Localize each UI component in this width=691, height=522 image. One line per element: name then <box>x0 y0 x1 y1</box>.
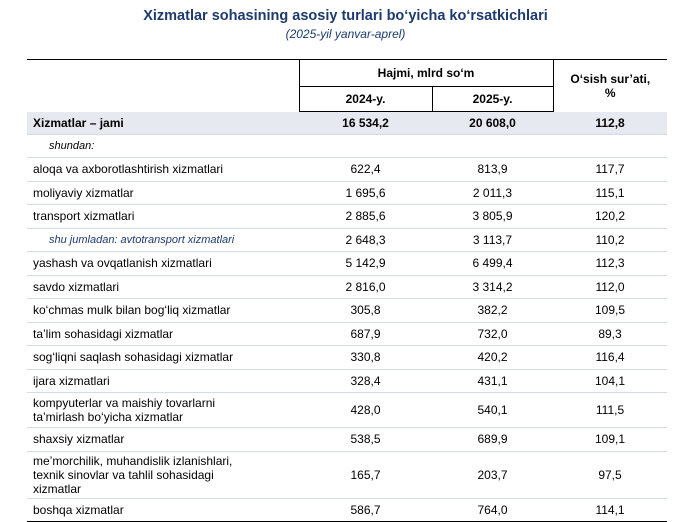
value-2024: 622,4 <box>299 158 432 182</box>
row-label: savdo xizmatlari <box>27 275 299 299</box>
growth-value: 112,3 <box>553 252 667 276</box>
value-2025: 382,2 <box>432 299 553 323</box>
row-label: moliyaviy xizmatlar <box>27 181 299 205</box>
table-row-subitem <box>27 228 667 252</box>
growth-value: 109,1 <box>553 428 667 452</box>
table-row <box>27 181 667 205</box>
value-2024: 1 695,6 <box>299 181 432 205</box>
shundan-label: shundan: <box>27 135 667 158</box>
page-subtitle: (2025-yil yanvar-aprel) <box>285 27 406 41</box>
value-2024: 330,8 <box>299 346 432 370</box>
value-2025: 540,1 <box>432 393 553 428</box>
row-label: ijara xizmatlari <box>27 369 299 393</box>
table-row <box>27 498 667 522</box>
row-label: shu jumladan: avtotransport xizmatlari <box>27 228 299 252</box>
growth-value: 89,3 <box>553 322 667 346</box>
value-2025: 3 314,2 <box>432 275 553 299</box>
table-row-total <box>27 112 667 135</box>
table-row <box>27 393 667 428</box>
header-growth <box>553 60 667 112</box>
value-2025: 3 113,7 <box>432 228 553 252</box>
row-label-line1: me’morchilik, muhandislik izlanishlari, <box>33 453 233 468</box>
value-2024: 687,9 <box>299 322 432 346</box>
services-table <box>27 59 667 522</box>
value-2025: 764,0 <box>432 498 553 522</box>
row-label: sog‘liqni saqlash sohasidagi xizmatlar <box>27 346 299 370</box>
value-2025: 6 499,4 <box>432 252 553 276</box>
row-label-line2: ta’mirlash bo‘yicha xizmatlar <box>33 410 184 424</box>
growth-value: 116,4 <box>553 346 667 370</box>
value-2024: 16 534,2 <box>299 112 432 135</box>
table-row <box>27 275 667 299</box>
value-2024: 428,0 <box>299 393 432 428</box>
value-2025: 813,9 <box>432 158 553 182</box>
table-row <box>27 252 667 276</box>
row-label-line3: xizmatlar <box>33 481 82 496</box>
value-2024: 2 648,3 <box>299 228 432 252</box>
row-label: transport xizmatlari <box>27 205 299 229</box>
table-row <box>27 428 667 452</box>
header-growth-line2: % <box>604 85 616 100</box>
value-2025: 2 011,3 <box>432 181 553 205</box>
header-year-2025: 2025-y. <box>432 87 553 112</box>
growth-value: 114,1 <box>553 498 667 522</box>
page-title: Xizmatlar sohasining asosiy turlari bo‘yicha ko‘rsatkichlari <box>143 8 548 24</box>
row-label-line1: kompyuterlar va maishiy tovarlarni <box>33 396 216 410</box>
header-growth-line1: O‘sish sur’ati, <box>570 71 651 86</box>
value-2025: 420,2 <box>432 346 553 370</box>
growth-value: 120,2 <box>553 205 667 229</box>
value-2024: 586,7 <box>299 498 432 522</box>
growth-value: 117,7 <box>553 158 667 182</box>
growth-value: 112,8 <box>553 112 667 135</box>
table-row <box>27 205 667 229</box>
header-year-2024: 2024-y. <box>299 87 432 112</box>
value-2025: 431,1 <box>432 369 553 393</box>
value-2024: 305,8 <box>299 299 432 323</box>
header-empty <box>27 60 299 112</box>
value-2024: 538,5 <box>299 428 432 452</box>
value-2025: 732,0 <box>432 322 553 346</box>
growth-value: 109,5 <box>553 299 667 323</box>
value-2025: 3 805,9 <box>432 205 553 229</box>
row-label: shaxsiy xizmatlar <box>27 428 299 452</box>
value-2025: 689,9 <box>432 428 553 452</box>
growth-value: 110,2 <box>553 228 667 252</box>
value-2024: 2 885,6 <box>299 205 432 229</box>
growth-value: 115,1 <box>553 181 667 205</box>
value-2024: 165,7 <box>299 451 432 498</box>
table-row <box>27 299 667 323</box>
value-2024: 2 816,0 <box>299 275 432 299</box>
row-label: yashash va ovqatlanish xizmatlari <box>27 252 299 276</box>
header-volume: Hajmi, mlrd so‘m <box>299 60 553 87</box>
row-label: Xizmatlar – jami <box>27 112 299 135</box>
row-label <box>27 393 299 428</box>
table-row-shundan <box>27 135 667 158</box>
value-2025: 20 608,0 <box>432 112 553 135</box>
value-2024: 5 142,9 <box>299 252 432 276</box>
row-label: boshqa xizmatlar <box>27 498 299 522</box>
row-label <box>27 451 299 498</box>
growth-value: 112,0 <box>553 275 667 299</box>
value-2024: 328,4 <box>299 369 432 393</box>
row-label: ta’lim sohasidagi xizmatlar <box>27 322 299 346</box>
table-row <box>27 451 667 498</box>
row-label-line2: texnik sinovlar va tahlil sohasidagi <box>33 467 214 482</box>
table-row <box>27 322 667 346</box>
growth-value: 111,5 <box>553 393 667 428</box>
table-row <box>27 369 667 393</box>
table-row <box>27 158 667 182</box>
value-2025: 203,7 <box>432 451 553 498</box>
row-label: ko‘chmas mulk bilan bog‘liq xizmatlar <box>27 299 299 323</box>
row-label: aloqa va axborotlashtirish xizmatlari <box>27 158 299 182</box>
growth-value: 104,1 <box>553 369 667 393</box>
growth-value: 97,5 <box>553 451 667 498</box>
table-row <box>27 346 667 370</box>
